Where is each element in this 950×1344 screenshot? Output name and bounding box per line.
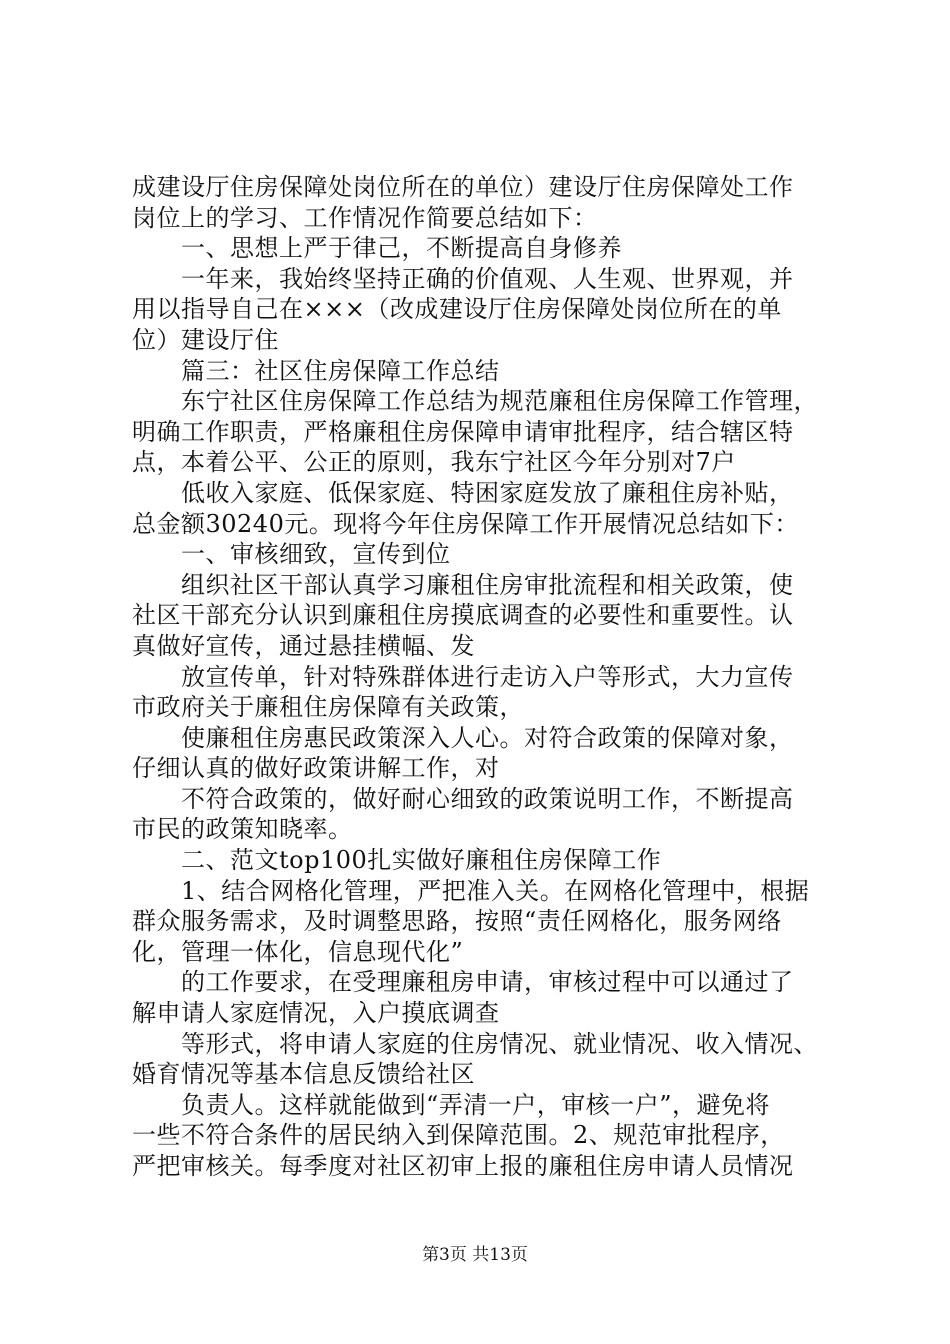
- text-line: 严把审核关。每季度对社区初审上报的廉租住房申请人员情况: [132, 1152, 794, 1180]
- text-line: 一、审核细致，宣传到位: [132, 540, 451, 569]
- text-line: 一些不符合条件的居民纳入到保障范围。2、规范审批程序，: [132, 1121, 785, 1150]
- text-line: 用以指导自己在×××（改成建设厅住房保障处岗位所在的单: [132, 295, 782, 324]
- text-line: 仔细认真的做好政策讲解工作，对: [132, 754, 500, 783]
- text-line: 的工作要求，在受理廉租房申请，审核过程中可以通过了: [132, 968, 794, 997]
- text-line: 1、结合网格化管理，严把准入关。在网格化管理中，根据: [132, 876, 810, 905]
- text-line: 二、范文top100扎实做好廉租住房保障工作: [132, 846, 662, 875]
- text-line: 婚育情况等基本信息反馈给社区: [132, 1060, 475, 1089]
- text-line: 不符合政策的，做好耐心细致的政策说明工作，不断提高: [132, 784, 794, 813]
- text-line: 东宁社区住房保障工作总结为规范廉租住房保障工作管理，: [132, 387, 818, 416]
- document-body: [132, 172, 852, 1182]
- text-line: 篇三：社区住房保障工作总结: [132, 356, 500, 385]
- text-line: 社区干部充分认识到廉租住房摸底调查的必要性和重要性。认: [132, 601, 794, 630]
- text-line: 负责人。这样就能做到“弄清一户，审核一户”，避免将: [132, 1090, 771, 1119]
- text-line: 低收入家庭、低保家庭、特困家庭发放了廉租住房补贴，: [132, 478, 794, 507]
- text-line: 岗位上的学习、工作情况作简要总结如下：: [132, 203, 598, 232]
- text-line: 使廉租住房惠民政策深入人心。对符合政策的保障对象，: [132, 723, 794, 752]
- text-line: 市民的政策知晓率。: [132, 815, 353, 844]
- text-line: 化，管理一体化，信息现代化”: [132, 937, 464, 966]
- text-line: 组织社区干部认真学习廉租住房审批流程和相关政策，使: [132, 570, 794, 599]
- text-line: 一年来，我始终坚持正确的价值观、人生观、世界观，并: [132, 264, 794, 293]
- page-footer: 第3页 共13页: [422, 1245, 528, 1265]
- text-line: 等形式，将申请人家庭的住房情况、就业情况、收入情况、: [132, 1029, 818, 1058]
- text-line: 真做好宣传，通过悬挂横幅、发: [132, 631, 475, 660]
- text-line: 明确工作职责，严格廉租住房保障申请审批程序，结合辖区特: [132, 417, 794, 446]
- text-line: 成建设厅住房保障处岗位所在的单位）建设厅住房保障处工作: [132, 173, 794, 201]
- text-line: 点，本着公平、公正的原则，我东宁社区今年分别对7户: [132, 448, 736, 477]
- text-line: 放宣传单，针对特殊群体进行走访入户等形式，大力宣传: [132, 662, 794, 691]
- text-line: 一、思想上严于律己，不断提高自身修养: [132, 234, 622, 263]
- text-line: 市政府关于廉租住房保障有关政策，: [132, 693, 524, 722]
- text-line: 解申请人家庭情况，入户摸底调查: [132, 999, 500, 1028]
- text-line: 总金额30240元。现将今年住房保障工作开展情况总结如下：: [132, 509, 799, 538]
- text-line: 群众服务需求，及时调整思路，按照“责任网格化，服务网络: [132, 907, 782, 936]
- text-line: 位）建设厅住: [132, 325, 279, 354]
